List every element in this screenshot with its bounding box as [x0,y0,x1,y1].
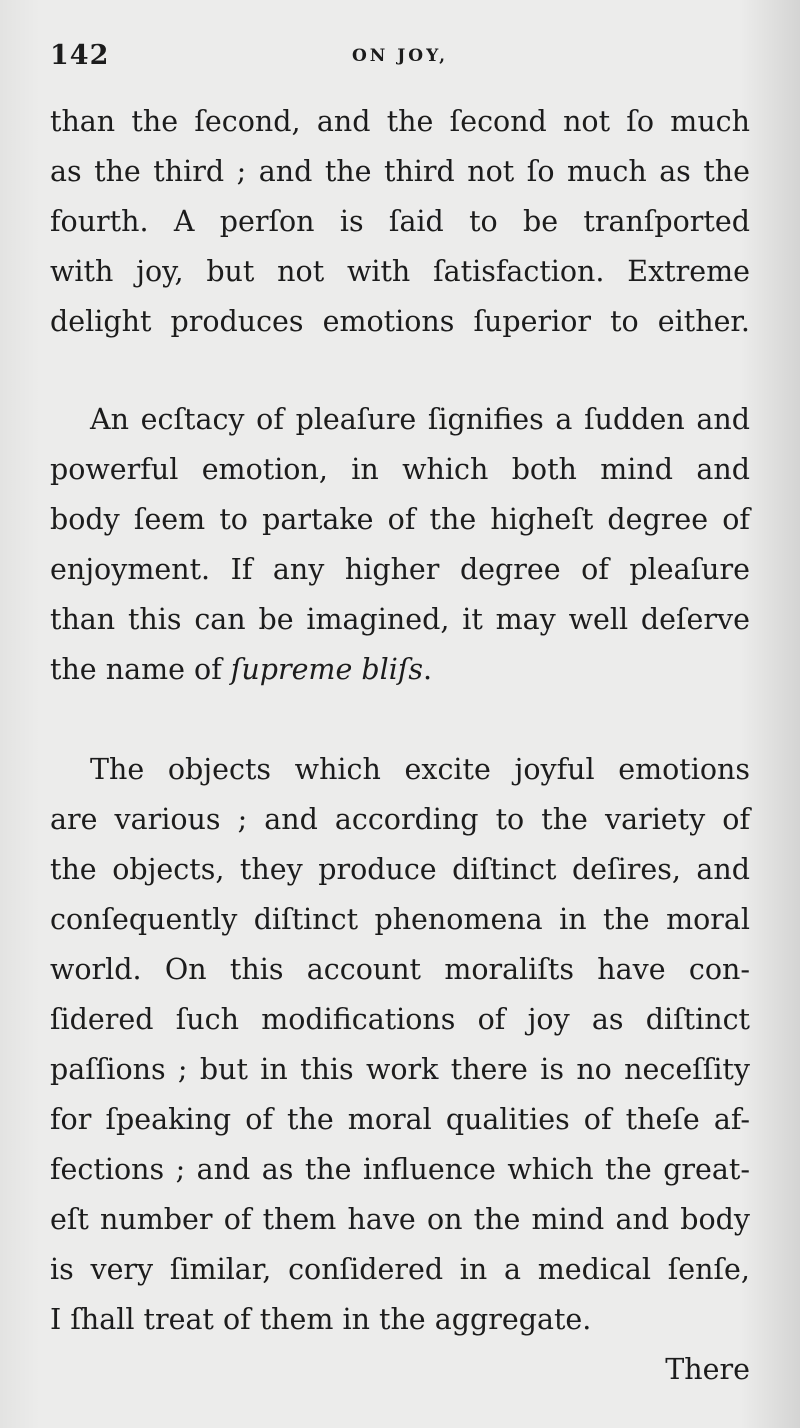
text-line: The objects which excite joyful emotions [90,753,750,786]
text-line: conſequently diſtinct phenomena in the moral [50,903,750,936]
text-line: ſidered ſuch modifications of joy as diſtinct [50,1003,750,1036]
text-segment: the name of [50,653,231,686]
text-line [50,650,750,690]
catchword: There [665,1353,750,1386]
text-segment: . [423,653,433,686]
text-line: the objects, they produce diſtinct deſires, and [50,853,750,886]
text-line: is very ſimilar, conſidered in a medical ſenſe, [50,1253,750,1286]
text-line: as the third ; and the third not ſo much as the [50,155,750,188]
running-head: ON JOY, [352,46,448,66]
text-line: An ecſtacy of pleaſure ſignifies a ſudden and [90,403,750,436]
text-line: are various ; and according to the variety of [50,803,750,836]
text-line: I ſhall treat of them in the aggregate. [50,1303,592,1336]
text-line: body ſeem to partake of the higheſt degree of [50,503,750,536]
text-line: fections ; and as the influence which the great- [50,1153,750,1186]
text-line: eſt number of them have on the mind and body [50,1203,750,1236]
italic-phrase: ſupreme bliſs [230,653,424,686]
text-line: with joy, but not with ſatisfaction. Extreme [50,255,750,288]
page-number: 142 [50,40,110,71]
text-line: enjoyment. If any higher degree of pleaſure [50,553,750,586]
text-line: powerful emotion, in which both mind and [50,453,750,486]
text-line: for ſpeaking of the moral qualities of theſe af- [50,1103,750,1136]
text-line: than this can be imagined, it may well deſerve [50,603,750,636]
text-line: than the ſecond, and the ſecond not ſo much [50,105,750,138]
text-line: paſſions ; but in this work there is no neceſſity [50,1053,750,1086]
text-line: world. On this account moraliſts have con- [50,953,750,986]
text-line: fourth. A perſon is ſaid to be tranſported [50,205,750,238]
text-line: delight produces emotions ſuperior to either. [50,305,750,338]
